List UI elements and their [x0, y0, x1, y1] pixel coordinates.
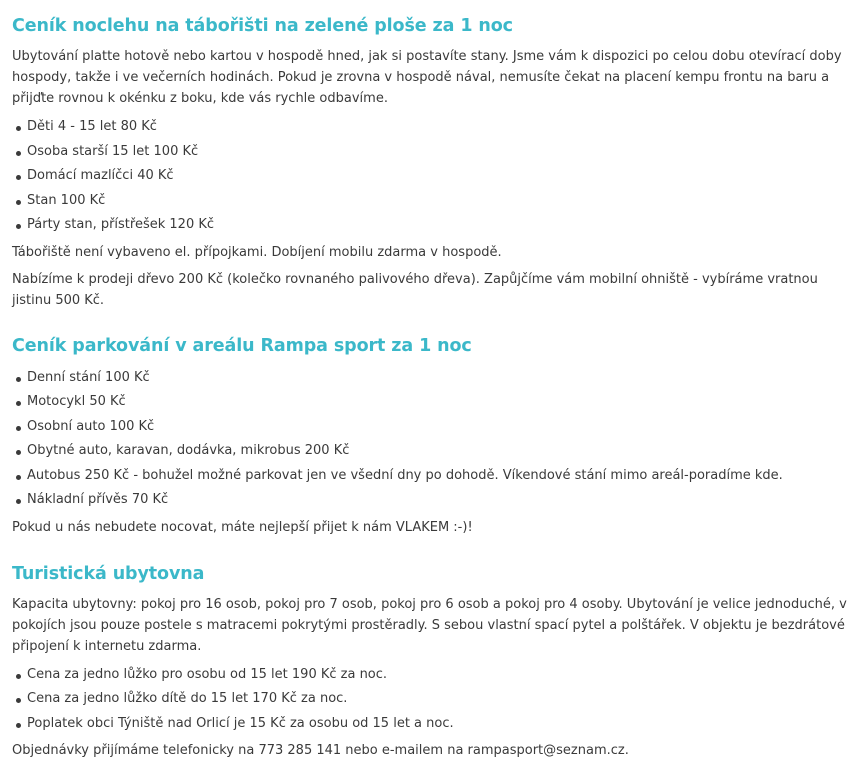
parking-price-list	[12, 366, 853, 513]
list-item: Nákladní přívěs 70 Kč	[12, 488, 853, 513]
hostel-section	[12, 561, 853, 762]
list-item: Párty stan, přístřešek 120 Kč	[12, 213, 853, 238]
list-item: Autobus 250 Kč - bohužel možné parkovat jen ve všední dny po dohodě. Víkendové stání mimo areál-poradíme kde.	[12, 464, 853, 489]
list-item: Cena za jedno lůžko dítě do 15 let 170 Kč za noc.	[12, 687, 853, 712]
camping-section	[12, 13, 853, 311]
list-item: Osobní auto 100 Kč	[12, 415, 853, 440]
hostel-intro: Kapacita ubytovny: pokoj pro 16 osob, pokoj pro 7 osob, pokoj pro 6 osob a pokoj pro 4 osoby. Ubytování je velice jednoduché, v pokojích jsou pouze postele s matracemi pokrytými prostěradly. S sebou vlastní spací pytel a polštářek. V objektu je bezdrátové připojení k internetu zdarma.	[12, 596, 847, 654]
hostel-title: Turistická ubytovna	[12, 563, 205, 584]
parking-note: Pokud u nás nebudete nocovat, máte nejlepší přijet k nám VLAKEM :-)!	[12, 519, 473, 535]
camping-intro: Ubytování platte hotově nebo kartou v hospodě hned, jak si postavíte stany. Jsme vám k dispozici po celou dobu otevírací doby hospody, takže i ve večerních hodinách. Pokud je zrovna v hospodě nával, nemusíte čekat na placení kempu frontu na baru a přijďte rovnou k okénku z boku, kde vás rychle odbavíme.	[12, 49, 842, 106]
list-item: Stan 100 Kč	[12, 189, 853, 214]
list-item: Poplatek obci Týniště nad Orlicí je 15 Kč za osobu od 15 let a noc.	[12, 712, 853, 737]
parking-section	[12, 333, 853, 538]
list-item: Motocykl 50 Kč	[12, 390, 853, 415]
camping-title: Ceník noclehu na tábořišti na zelené ploše za 1 noc	[12, 16, 513, 36]
list-item: Denní stání 100 Kč	[12, 366, 853, 391]
list-item: Děti 4 - 15 let 80 Kč	[12, 115, 853, 140]
list-item: Osoba starší 15 let 100 Kč	[12, 140, 853, 165]
hostel-contact: Objednávky přijímáme telefonicky na 773 285 141 nebo e-mailem na rampasport@seznam.cz.	[12, 743, 629, 758]
parking-title: Ceník parkování v areálu Rampa sport za 1 noc	[12, 335, 472, 356]
camping-price-list	[12, 115, 853, 238]
camping-note-electricity: Tábořiště není vybaveno el. přípojkami. Dobíjení mobilu zdarma v hospodě.	[12, 244, 502, 260]
list-item: Obytné auto, karavan, dodávka, mikrobus 200 Kč	[12, 439, 853, 464]
list-item: Domácí mazlíčci 40 Kč	[12, 164, 853, 189]
camping-note-firewood: Nabízíme k prodeji dřevo 200 Kč (kolečko rovnaného palivového dřeva). Zapůjčíme vám mobilní ohniště - vybíráme vratnou jistinu 500 Kč.	[12, 271, 818, 308]
hostel-price-list	[12, 663, 853, 737]
list-item: Cena za jedno lůžko pro osobu od 15 let 190 Kč za noc.	[12, 663, 853, 688]
